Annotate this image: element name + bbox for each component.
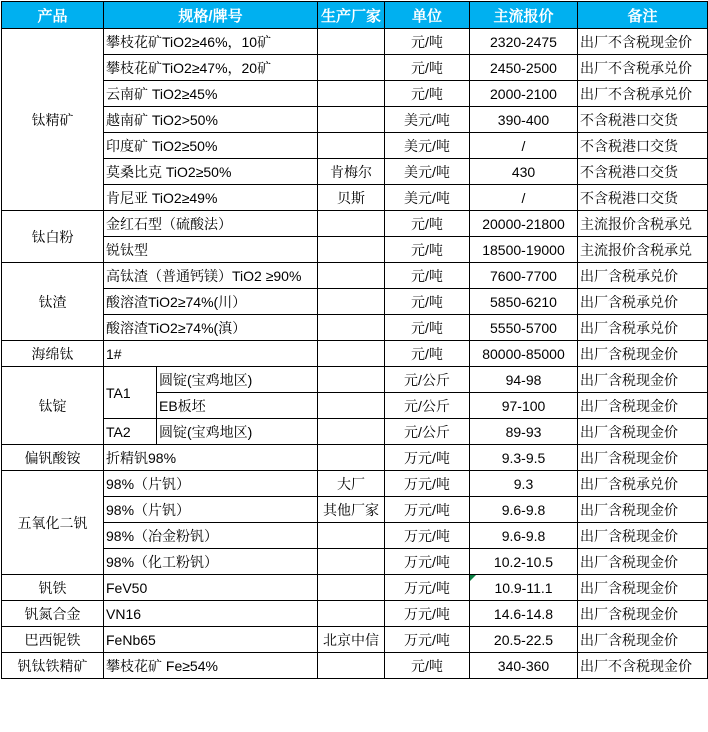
spec-cell: 云南矿 TiO2≥45% — [104, 81, 318, 107]
note-cell: 出厂含税现金价 — [578, 445, 708, 471]
spec-cell: 酸溶渣TiO2≥74%(滇） — [104, 315, 318, 341]
manufacturer-cell — [318, 419, 385, 445]
note-cell: 出厂含税现金价 — [578, 419, 708, 445]
product-cell: 偏钒酸铵 — [2, 445, 104, 471]
unit-cell: 美元/吨 — [385, 185, 470, 211]
price-cell — [470, 211, 578, 237]
unit-cell: 元/吨 — [385, 55, 470, 81]
price-value: 9.3 — [513, 475, 534, 492]
manufacturer-cell — [318, 341, 385, 367]
price-cell — [470, 263, 578, 289]
price-value: 2450-2500 — [490, 59, 557, 76]
spec-cell: 酸溶渣TiO2≥74%(川） — [104, 289, 318, 315]
manufacturer-cell — [318, 523, 385, 549]
unit-cell: 万元/吨 — [385, 549, 470, 575]
unit-cell: 元/吨 — [385, 81, 470, 107]
manufacturer-cell — [318, 107, 385, 133]
header-row — [2, 2, 708, 29]
price-cell — [470, 341, 578, 367]
col-header-spec: 规格/牌号 — [104, 2, 318, 29]
table-body — [2, 29, 708, 679]
unit-cell: 万元/吨 — [385, 601, 470, 627]
manufacturer-cell — [318, 445, 385, 471]
table-row — [2, 341, 708, 367]
table-row — [2, 445, 708, 471]
table-row — [2, 263, 708, 289]
price-value: 10.2-10.5 — [493, 553, 554, 570]
spec-cell: 折精钒98% — [104, 445, 318, 471]
col-header-note: 备注 — [578, 2, 708, 29]
price-cell — [470, 419, 578, 445]
note-cell: 出厂含税承兑价 — [578, 263, 708, 289]
table-row — [2, 29, 708, 55]
manufacturer-cell — [318, 237, 385, 263]
note-cell: 主流报价含税承兑 — [578, 211, 708, 237]
note-cell: 出厂含税现金价 — [578, 341, 708, 367]
note-cell: 出厂不含税承兑价 — [578, 81, 708, 107]
spec-cell: 金红石型（硫酸法） — [104, 211, 318, 237]
product-cell: 钛白粉 — [2, 211, 104, 263]
unit-cell: 万元/吨 — [385, 575, 470, 601]
price-cell — [470, 471, 578, 497]
price-cell — [470, 393, 578, 419]
table-row — [2, 81, 708, 107]
table-row — [2, 523, 708, 549]
price-cell — [470, 81, 578, 107]
price-cell — [470, 627, 578, 653]
table-row — [2, 497, 708, 523]
spec-cell: 肯尼亚 TiO2≥49% — [104, 185, 318, 211]
manufacturer-cell — [318, 263, 385, 289]
table-row — [2, 549, 708, 575]
col-header-price: 主流报价 — [470, 2, 578, 29]
unit-cell: 元/吨 — [385, 289, 470, 315]
price-value: 20000-21800 — [482, 215, 565, 232]
price-value: / — [521, 189, 526, 206]
note-cell: 不含税港口交货 — [578, 133, 708, 159]
spec-cell: 98%（片钒） — [104, 471, 318, 497]
table-row — [2, 107, 708, 133]
table-row — [2, 575, 708, 601]
unit-cell: 元/公斤 — [385, 367, 470, 393]
note-cell: 出厂不含税现金价 — [578, 653, 708, 679]
note-cell: 不含税港口交货 — [578, 159, 708, 185]
spec-cell: 98%（片钒） — [104, 497, 318, 523]
manufacturer-cell — [318, 133, 385, 159]
product-cell: 钛渣 — [2, 263, 104, 341]
spec-cell: 攀枝花矿TiO2≥46%，10矿 — [104, 29, 318, 55]
grade-cell: TA2 — [104, 419, 157, 445]
price-value: 390-400 — [497, 111, 550, 128]
spec-cell: FeNb65 — [104, 627, 318, 653]
price-value: 20.5-22.5 — [493, 631, 554, 648]
product-cell: 五氧化二钒 — [2, 471, 104, 575]
unit-cell: 元/吨 — [385, 237, 470, 263]
manufacturer-cell — [318, 393, 385, 419]
price-value: 2000-2100 — [490, 85, 557, 102]
product-cell: 钛精矿 — [2, 29, 104, 211]
manufacturer-cell: 北京中信 — [318, 627, 385, 653]
price-value: 340-360 — [497, 657, 550, 674]
unit-cell: 万元/吨 — [385, 627, 470, 653]
manufacturer-cell — [318, 549, 385, 575]
product-cell: 钛锭 — [2, 367, 104, 445]
price-table-page — [0, 1, 708, 679]
price-cell — [470, 107, 578, 133]
spec-cell: 锐钛型 — [104, 237, 318, 263]
note-cell: 出厂含税承兑价 — [578, 289, 708, 315]
spec-cell: 高钛渣（普通钙镁）TiO2 ≥90% — [104, 263, 318, 289]
unit-cell: 美元/吨 — [385, 159, 470, 185]
price-cell — [470, 497, 578, 523]
price-value: 89-93 — [505, 423, 542, 440]
note-cell: 出厂含税现金价 — [578, 549, 708, 575]
price-value: 5850-6210 — [490, 293, 557, 310]
spec-cell: 1# — [104, 341, 318, 367]
unit-cell: 元/公斤 — [385, 393, 470, 419]
unit-cell: 元/吨 — [385, 341, 470, 367]
note-cell: 出厂含税现金价 — [578, 497, 708, 523]
unit-cell: 万元/吨 — [385, 523, 470, 549]
price-value: 430 — [511, 163, 536, 180]
unit-cell: 元/吨 — [385, 263, 470, 289]
manufacturer-cell — [318, 55, 385, 81]
table-row — [2, 211, 708, 237]
price-cell — [470, 159, 578, 185]
manufacturer-cell — [318, 211, 385, 237]
price-value: 5550-5700 — [490, 319, 557, 336]
price-value: 9.3-9.5 — [501, 449, 546, 466]
table-row — [2, 471, 708, 497]
note-cell: 不含税港口交货 — [578, 185, 708, 211]
spec-cell: 圆锭(宝鸡地区) — [157, 367, 318, 393]
table-row — [2, 55, 708, 81]
spec-cell: 攀枝花矿TiO2≥47%，20矿 — [104, 55, 318, 81]
table-row — [2, 289, 708, 315]
price-value: 94-98 — [505, 371, 542, 388]
unit-cell: 美元/吨 — [385, 107, 470, 133]
product-cell: 巴西铌铁 — [2, 627, 104, 653]
unit-cell: 万元/吨 — [385, 471, 470, 497]
manufacturer-cell: 肯梅尔 — [318, 159, 385, 185]
table-row — [2, 601, 708, 627]
note-cell: 出厂含税现金价 — [578, 367, 708, 393]
col-header-product: 产品 — [2, 2, 104, 29]
price-value: 10.9-11.1 — [494, 579, 553, 596]
unit-cell: 美元/吨 — [385, 133, 470, 159]
price-cell — [470, 315, 578, 341]
note-cell: 出厂含税现金价 — [578, 601, 708, 627]
price-value: 97-100 — [501, 397, 546, 414]
table-row — [2, 315, 708, 341]
note-cell: 出厂不含税现金价 — [578, 29, 708, 55]
table-row — [2, 185, 708, 211]
unit-cell: 元/吨 — [385, 211, 470, 237]
manufacturer-cell — [318, 653, 385, 679]
price-value: / — [521, 137, 526, 154]
manufacturer-cell — [318, 315, 385, 341]
unit-cell: 万元/吨 — [385, 497, 470, 523]
note-cell: 出厂含税承兑价 — [578, 315, 708, 341]
table-row — [2, 627, 708, 653]
product-cell: 钒氮合金 — [2, 601, 104, 627]
note-cell: 出厂不含税承兑价 — [578, 55, 708, 81]
price-cell — [470, 185, 578, 211]
spec-cell: FeV50 — [104, 575, 318, 601]
price-value: 9.6-9.8 — [501, 527, 546, 544]
spec-cell: 98%（冶金粉钒） — [104, 523, 318, 549]
price-value: 7600-7700 — [490, 267, 557, 284]
note-cell: 出厂含税现金价 — [578, 523, 708, 549]
manufacturer-cell — [318, 81, 385, 107]
spec-cell: 莫桑比克 TiO2≥50% — [104, 159, 318, 185]
manufacturer-cell — [318, 29, 385, 55]
manufacturer-cell: 其他厂家 — [318, 497, 385, 523]
table-row — [2, 367, 708, 393]
note-cell: 出厂含税现金价 — [578, 575, 708, 601]
green-corner-indicator — [470, 575, 476, 581]
price-cell — [470, 445, 578, 471]
manufacturer-cell: 贝斯 — [318, 185, 385, 211]
unit-cell: 元/吨 — [385, 315, 470, 341]
spec-cell: VN16 — [104, 601, 318, 627]
price-cell — [470, 29, 578, 55]
product-cell: 钒铁 — [2, 575, 104, 601]
spec-cell: 越南矿 TiO2>50% — [104, 107, 318, 133]
unit-cell: 元/吨 — [385, 29, 470, 55]
price-value: 80000-85000 — [482, 345, 565, 362]
spec-cell: 圆锭(宝鸡地区) — [157, 419, 318, 445]
grade-cell: TA1 — [104, 367, 157, 419]
price-cell — [470, 575, 578, 601]
price-cell — [470, 549, 578, 575]
table-row — [2, 419, 708, 445]
price-value: 2320-2475 — [490, 33, 557, 50]
col-header-unit: 单位 — [385, 2, 470, 29]
table-row — [2, 159, 708, 185]
note-cell: 出厂含税现金价 — [578, 627, 708, 653]
price-cell — [470, 523, 578, 549]
table-row — [2, 237, 708, 263]
price-value: 18500-19000 — [482, 241, 565, 258]
note-cell: 不含税港口交货 — [578, 107, 708, 133]
note-cell: 出厂含税现金价 — [578, 393, 708, 419]
unit-cell: 万元/吨 — [385, 445, 470, 471]
note-cell: 出厂含税承兑价 — [578, 471, 708, 497]
price-cell — [470, 601, 578, 627]
spec-cell: 98%（化工粉钒） — [104, 549, 318, 575]
price-table — [1, 1, 708, 679]
spec-cell: 攀枝花矿 Fe≥54% — [104, 653, 318, 679]
table-row — [2, 653, 708, 679]
price-cell — [470, 133, 578, 159]
manufacturer-cell — [318, 601, 385, 627]
product-cell: 海绵钛 — [2, 341, 104, 367]
price-value: 9.6-9.8 — [501, 501, 546, 518]
manufacturer-cell — [318, 367, 385, 393]
note-cell: 主流报价含税承兑 — [578, 237, 708, 263]
price-cell — [470, 367, 578, 393]
spec-cell: 印度矿 TiO2≥50% — [104, 133, 318, 159]
price-cell — [470, 237, 578, 263]
product-cell: 钒钛铁精矿 — [2, 653, 104, 679]
price-cell — [470, 55, 578, 81]
price-value: 14.6-14.8 — [493, 605, 554, 622]
manufacturer-cell — [318, 575, 385, 601]
manufacturer-cell — [318, 289, 385, 315]
manufacturer-cell: 大厂 — [318, 471, 385, 497]
price-cell — [470, 289, 578, 315]
col-header-manufacturer: 生产厂家 — [318, 2, 385, 29]
unit-cell: 元/吨 — [385, 653, 470, 679]
price-cell — [470, 653, 578, 679]
unit-cell: 元/公斤 — [385, 419, 470, 445]
table-row — [2, 133, 708, 159]
spec-cell: EB板坯 — [157, 393, 318, 419]
